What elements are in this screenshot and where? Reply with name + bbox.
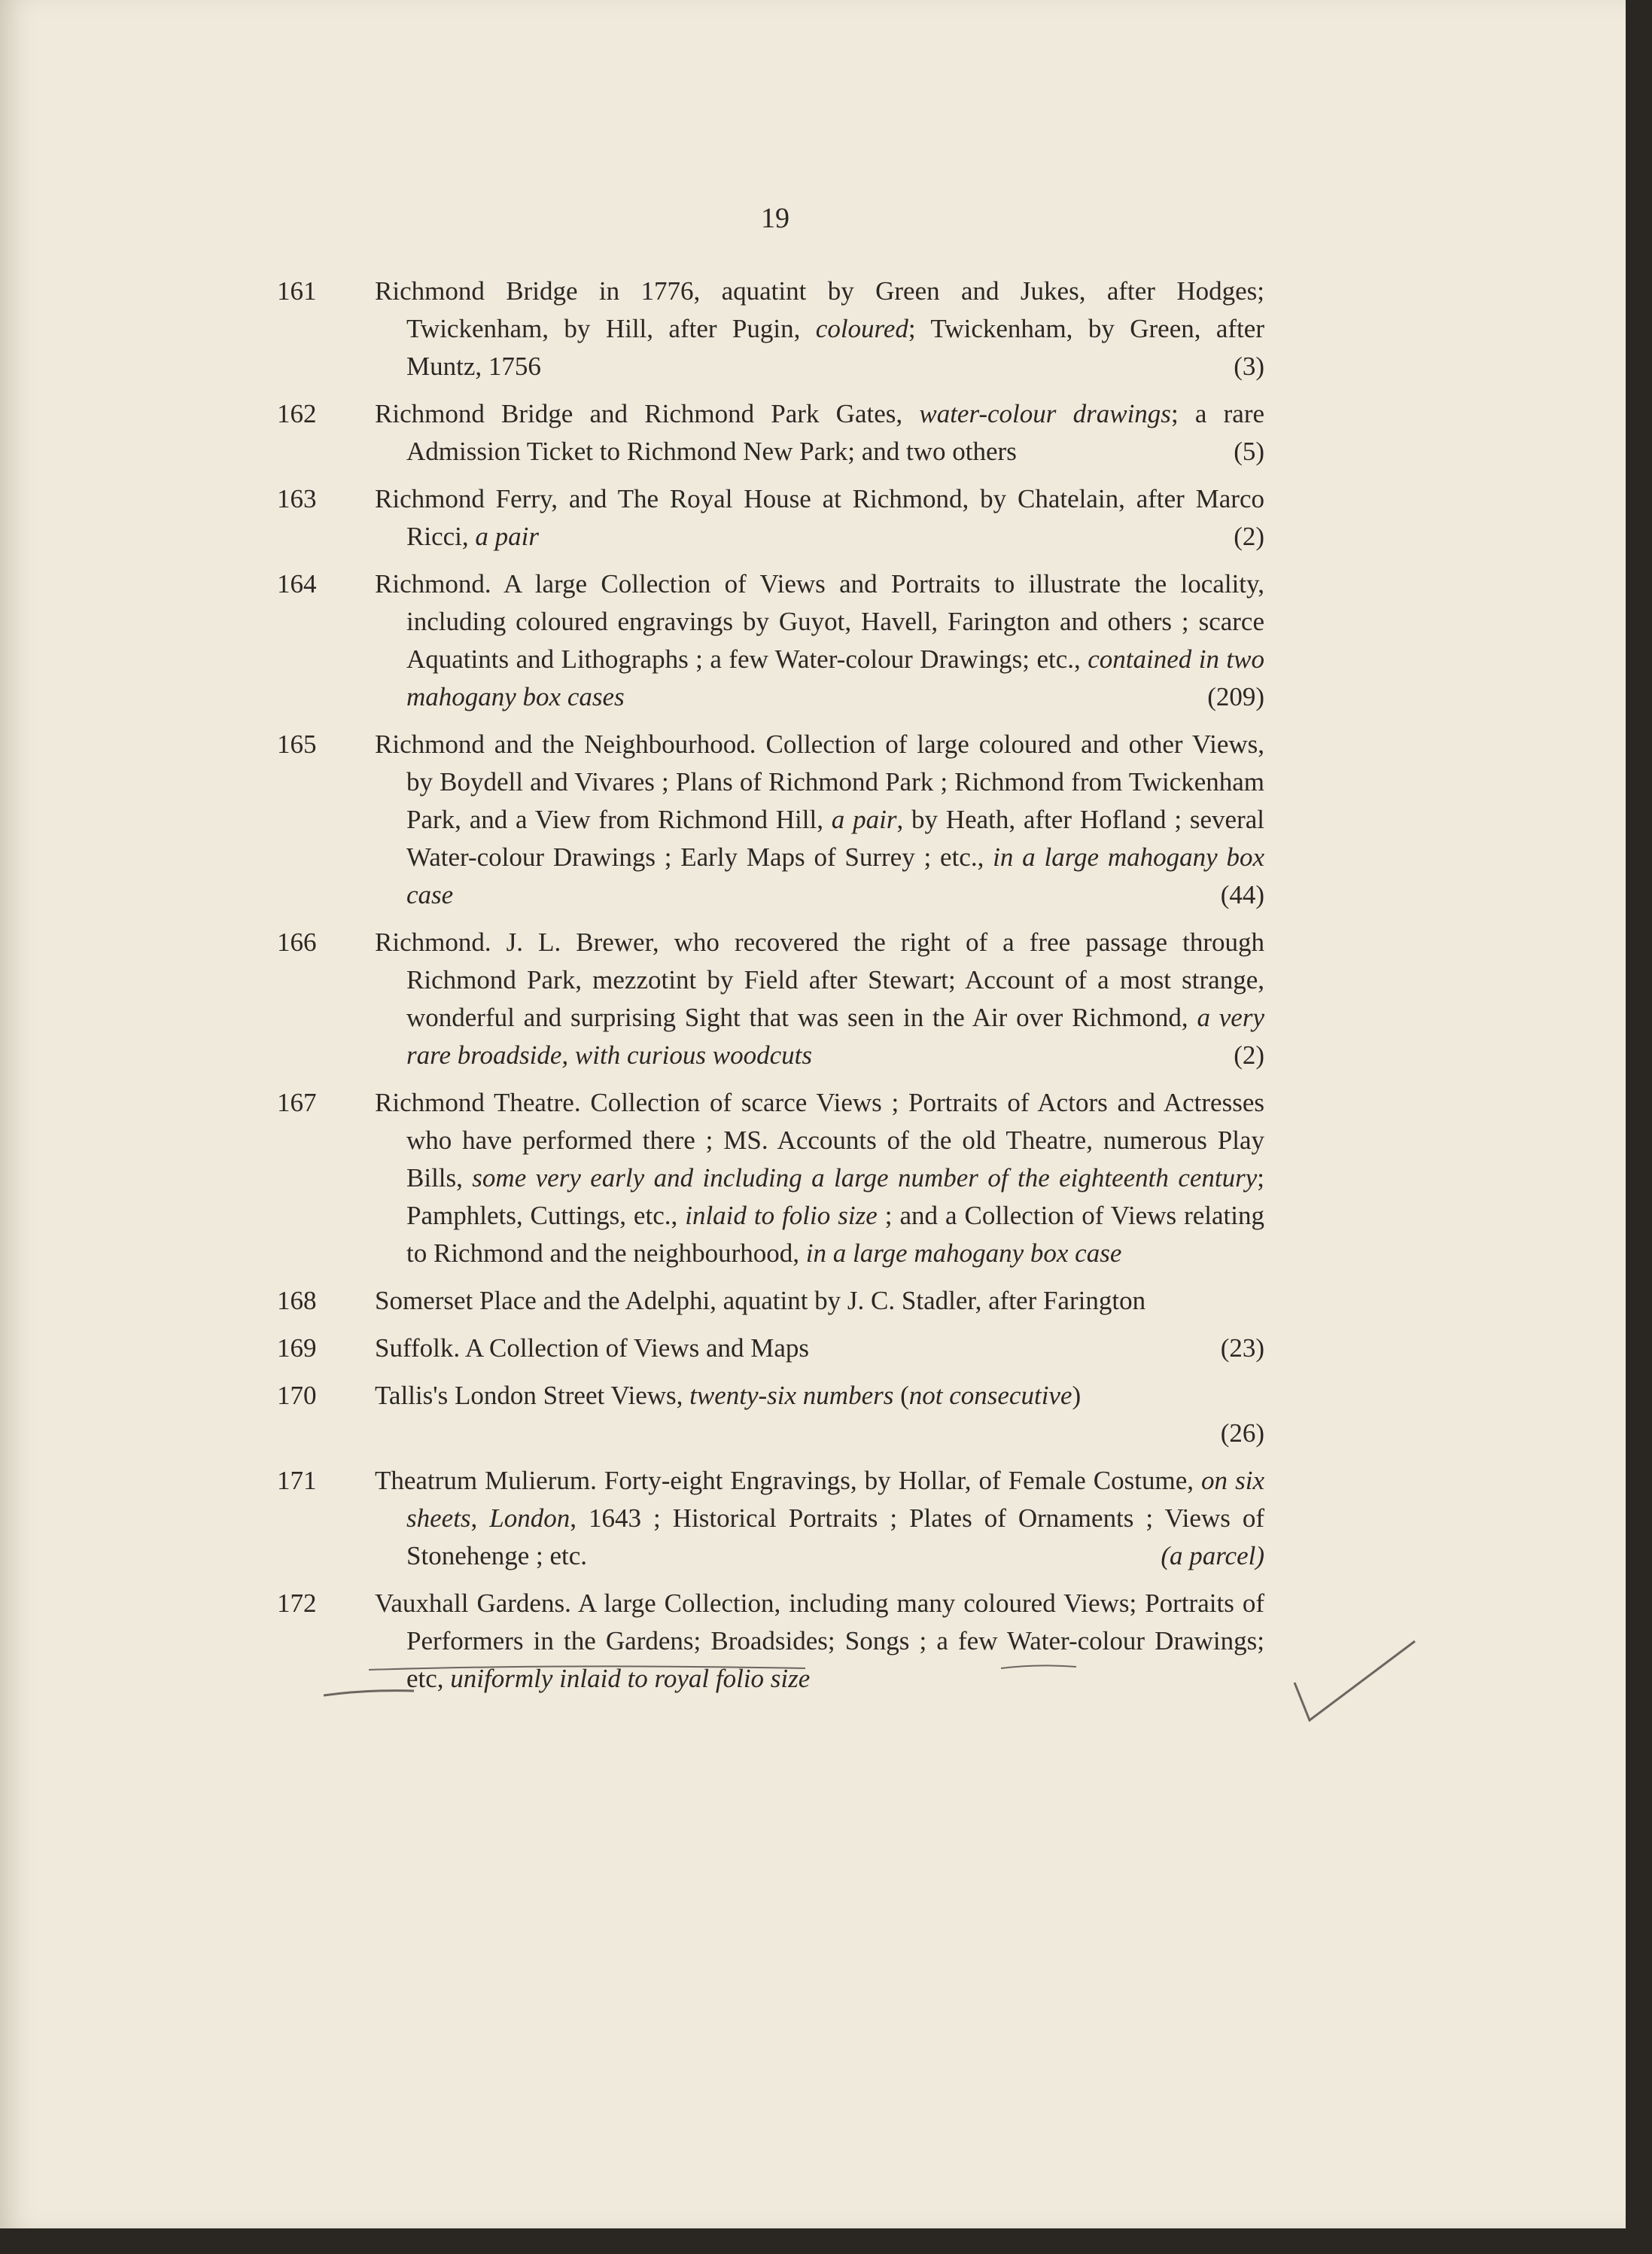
lot-quantity: (23) [1220,1333,1264,1363]
page-edge-shadow-bottom [0,2228,1652,2254]
lot-description [375,480,1264,556]
lot-description [375,273,1264,385]
lot-description-italic: not consecutive [908,1381,1072,1410]
lot-description-italic: a pair [831,805,897,834]
pencil-annotation-underline [324,1656,1287,1701]
lot-number: 161 [277,276,317,306]
lot-description-text: Somerset Place and the Adelphi, aquatint by J. C. Stadler, after Farington [375,1286,1146,1315]
lot-description-text: , by Heath, after Hofland ; several Water-colour Drawings ; Early Maps of Surrey ; etc., [406,805,1264,872]
lot-description [375,1462,1264,1575]
lot-description [375,1282,1264,1320]
lot-quantity: (2) [1234,1040,1264,1070]
lot-quantity: (3) [1234,352,1264,381]
lot-number: 167 [277,1088,317,1117]
lot-description-text: Suffolk. A Collection of Views and Maps [375,1333,810,1363]
lot-description-italic: uniformly inlaid to royal folio size [450,1664,811,1693]
lot-description-text: Richmond Theatre. Collection of scarce Views ; Portraits of Actors and Actresses who have performed there ; MS. Accounts of the old Theatre, numerous Play Bills, [375,1088,1264,1192]
lot-number: 170 [277,1381,317,1410]
pencil-check-mark [1279,1637,1422,1728]
lot-number: 164 [277,569,317,599]
lot-entry [277,924,1264,1074]
lot-description [375,395,1264,471]
lot-description-text: Richmond Bridge in 1776, aquatint by Green and Jukes, after Hodges; Twickenham, by Hill, after Pugin, [375,276,1264,343]
lot-description [375,1084,1264,1272]
lot-description-text: Richmond Bridge and Richmond Park Gates, [375,399,920,428]
lot-number: 171 [277,1466,317,1495]
lot-description-italic: a very rare broadside, with curious woodcuts [406,1003,1264,1070]
lot-number: 163 [277,484,317,513]
lot-entry [277,1377,1264,1452]
lot-description-italic: London [489,1503,570,1533]
lot-entry [277,726,1264,914]
lot-number: 172 [277,1588,317,1618]
lot-description [375,565,1264,716]
lot-description-text: , [470,1503,490,1533]
page-number: 19 [761,203,789,234]
lot-entry [277,1462,1264,1575]
lot-description-text: ; Pamphlets, Cuttings, etc., [406,1163,1264,1230]
lot-number: 169 [277,1333,317,1363]
lot-quantity: (209) [1207,682,1264,711]
lot-description-text: Tallis's London Street Views, [375,1381,690,1410]
lot-entry [277,395,1264,471]
lot-description-text: ; and a Collection of Views relating to Richmond and the neighbourhood, [406,1201,1264,1268]
lot-description-text: ; Twickenham, by Green, after Muntz, 1756 [406,314,1264,381]
lot-entry [277,565,1264,716]
lot-number: 162 [277,399,317,428]
lot-description-italic: on six sheets [406,1466,1264,1533]
lot-description-italic: twenty-six numbers [689,1381,894,1410]
lot-description-text: Vauxhall Gardens. A large Collection, including many coloured Views; Portraits of Performers in the Gardens; Broadsides; Songs ; a few Water-colour Drawings; etc, [375,1588,1264,1693]
lot-description [375,1377,1264,1452]
lot-quantity: (26) [1220,1418,1264,1448]
lot-list [277,273,1264,1707]
lot-quantity: (5) [1234,437,1264,466]
lot-entry [277,273,1264,385]
lot-description-italic: coloured [815,314,908,343]
lot-description-italic: in a large mahogany box case [805,1238,1122,1268]
lot-description-text: Richmond and the Neighbourhood. Collection of large coloured and other Views, by Boydell and Vivares ; Plans of Richmond Park ; Richmond from Twickenham Park, and a View from Richmond Hill, [375,730,1264,834]
lot-description-text: ( [893,1381,909,1410]
lot-entry [277,480,1264,556]
lot-description [375,1330,1264,1367]
lot-number: 166 [277,927,317,957]
lot-number: 168 [277,1286,317,1315]
lot-description [375,726,1264,914]
lot-description-italic: contained in two mahogany box cases [406,644,1264,711]
lot-description-italic: inlaid to folio size [685,1201,878,1230]
lot-description-italic: in a large mahogany box case [406,842,1264,909]
lot-description-italic: a pair [475,522,539,551]
lot-description-text: Richmond. J. L. Brewer, who recovered the right of a free passage through Richmond Park, mezzotint by Field after Stewart; Account of a most strange, wonderful and surprising Sight that was seen in the Air over Richmond, [375,927,1264,1032]
lot-description-text: ; a rare Admission Ticket to Richmond New Park; and two others [406,399,1265,466]
lot-entry [277,1282,1264,1320]
lot-entry [277,1330,1264,1367]
lot-description-text: Richmond. A large Collection of Views and Portraits to illustrate the locality, including coloured engravings by Guyot, Havell, Farington and others ; scarce Aquatints and Lithographs ; a few Water-colour Drawings; etc., [375,569,1264,674]
page-edge-shadow [1626,0,1652,2254]
lot-quantity: (2) [1234,522,1264,551]
lot-description-text: Theatrum Mulierum. Forty-eight Engravings, by Hollar, of Female Costume, [375,1466,1202,1495]
lot-entry [277,1084,1264,1272]
lot-description-italic: some very early and including a large number of the eighteenth century [472,1163,1258,1192]
lot-description-text: Richmond Ferry, and The Royal House at Richmond, by Chatelain, after Marco Ricci, [375,484,1264,551]
lot-description [375,924,1264,1074]
lot-description-italic: water-colour drawings [919,399,1171,428]
lot-description-text: ) [1072,1381,1082,1410]
lot-number: 165 [277,730,317,759]
lot-quantity: (a parcel) [1161,1541,1264,1570]
lot-quantity: (44) [1220,880,1264,909]
lot-description-text: , 1643 ; Historical Portraits ; Plates of Ornaments ; Views of Stonehenge ; etc. [406,1503,1264,1570]
